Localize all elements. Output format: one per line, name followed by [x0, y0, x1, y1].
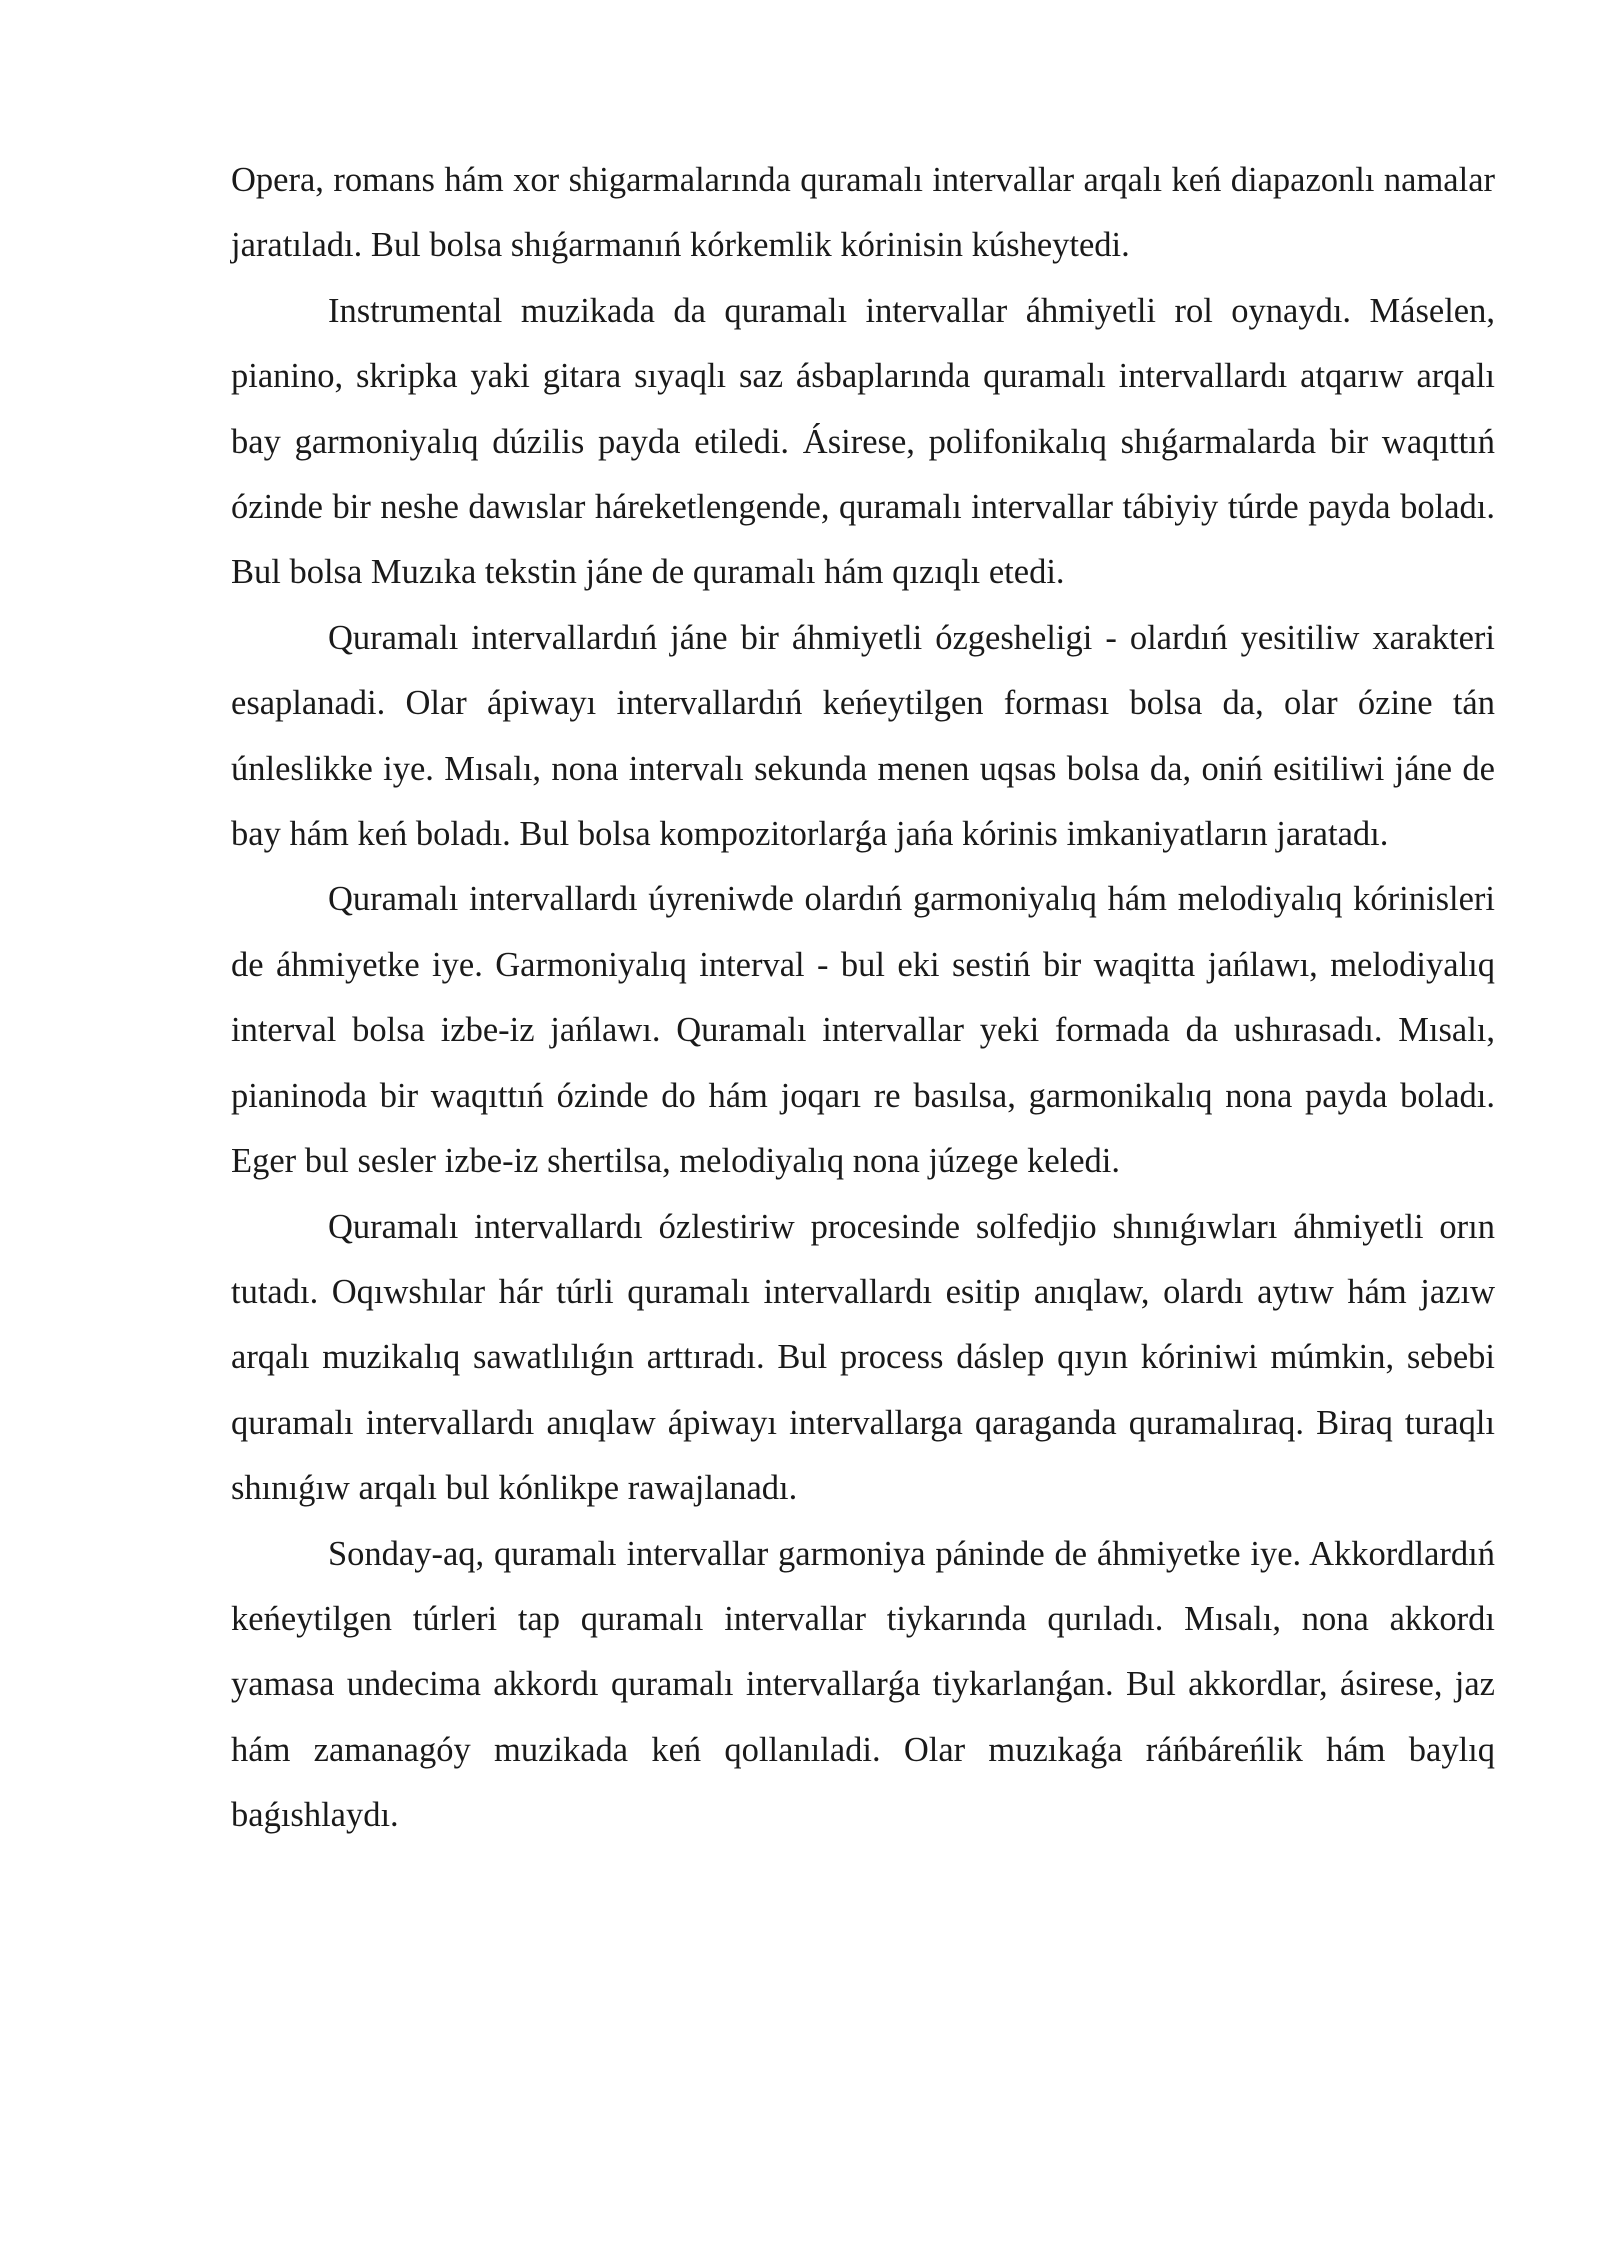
paragraph-4: Quramalı intervallardı úyreniwde olardıń garmoniyalıq hám melodiyalıq kórinisleri de áhmiyetke iye. Garmoniyalıq interval - bul eki sestiń bir waqitta jańlawı, melodiyalıq interval bolsa izbe-iz jańlawı. Quramalı intervallar yeki formada da ushırasadı. Mısalı, pianinoda bir waqıttıń ózinde do hám joqarı re basılsa, garmonikalıq nona payda boladı. Eger bul sesler izbe-iz shertilsa, melodiyalıq nona júzege keledi.	[231, 880, 1495, 1181]
paragraph-3: Quramalı intervallardıń jáne bir áhmiyetli ózgesheligi - olardıń yesitiliw xarakteri esaplanadi. Olar ápiwayı intervallardıń keńeytilgen forması bolsa da, olar ózine tán únleslikke iye. Mısalı, nona intervalı sekunda menen uqsas bolsa da, oniń esitiliwi jáne de bay hám keń boladı. Bul bolsa kompozitorlarǵa jańa kórinis imkaniyatların jaratadı.	[231, 618, 1495, 854]
paragraph-6: Sonday-aq, quramalı intervallar garmoniya pánindе de áhmiyetke iye. Akkordlardıń keńeytilgen túrleri tap quramalı intervallar tiykarında qurıladı. Mısalı, nona akkordı yamasa undecima akkordı quramalı intervallarǵa tiykarlanǵan. Bul akkordlar, ásirese, jaz hám zamanagóy muzikada keń qollanıladi. Olar muzıkaǵa ráńbáreńlik hám baylıq baǵıshlaydı.	[231, 1534, 1495, 1835]
document-body	[231, 148, 1495, 1849]
paragraph-1: Opera, romans hám xor shigarmalarında quramalı intervallar arqalı keń diapazonlı namalar jaratıladı. Bul bolsa shıǵarmanıń kórkemlik kórinisin kúsheytedi.	[231, 161, 1495, 265]
paragraph-2: Instrumental muzikada da quramalı intervallar áhmiyetli rol oynaydı. Máselen, pianino, skripka yaki gitara sıyaqlı saz ásbaplarında quramalı intervallardı atqarıw arqalı bay garmoniyalıq dúzilis payda etiledi. Ásirese, polifonikalıq shıǵarmalarda bir waqıttıń ózinde bir neshe dawıslar háreketlengende, quramalı intervallar tábiyiy túrde payda boladı. Bul bolsa Muzıka tekstin jáne de quramalı hám qızıqlı etedi.	[231, 291, 1495, 592]
paragraph-5: Quramalı intervallardı ózlestiriw procesinde solfedjio shınıǵıwları áhmiyetli orın tutadı. Oqıwshılar hár túrli quramalı intervallardı esitip anıqlaw, olardı aytıw hám jazıw arqalı muzikalıq sawatlılıǵın arttıradı. Bul process dáslep qıyın kóriniwi múmkin, sebebi quramalı intervallardı anıqlaw ápiwayı intervallarga qaraganda quramalıraq. Biraq turaqlı shınıǵıw arqalı bul kónlikpe rawajlanadı.	[231, 1207, 1495, 1508]
